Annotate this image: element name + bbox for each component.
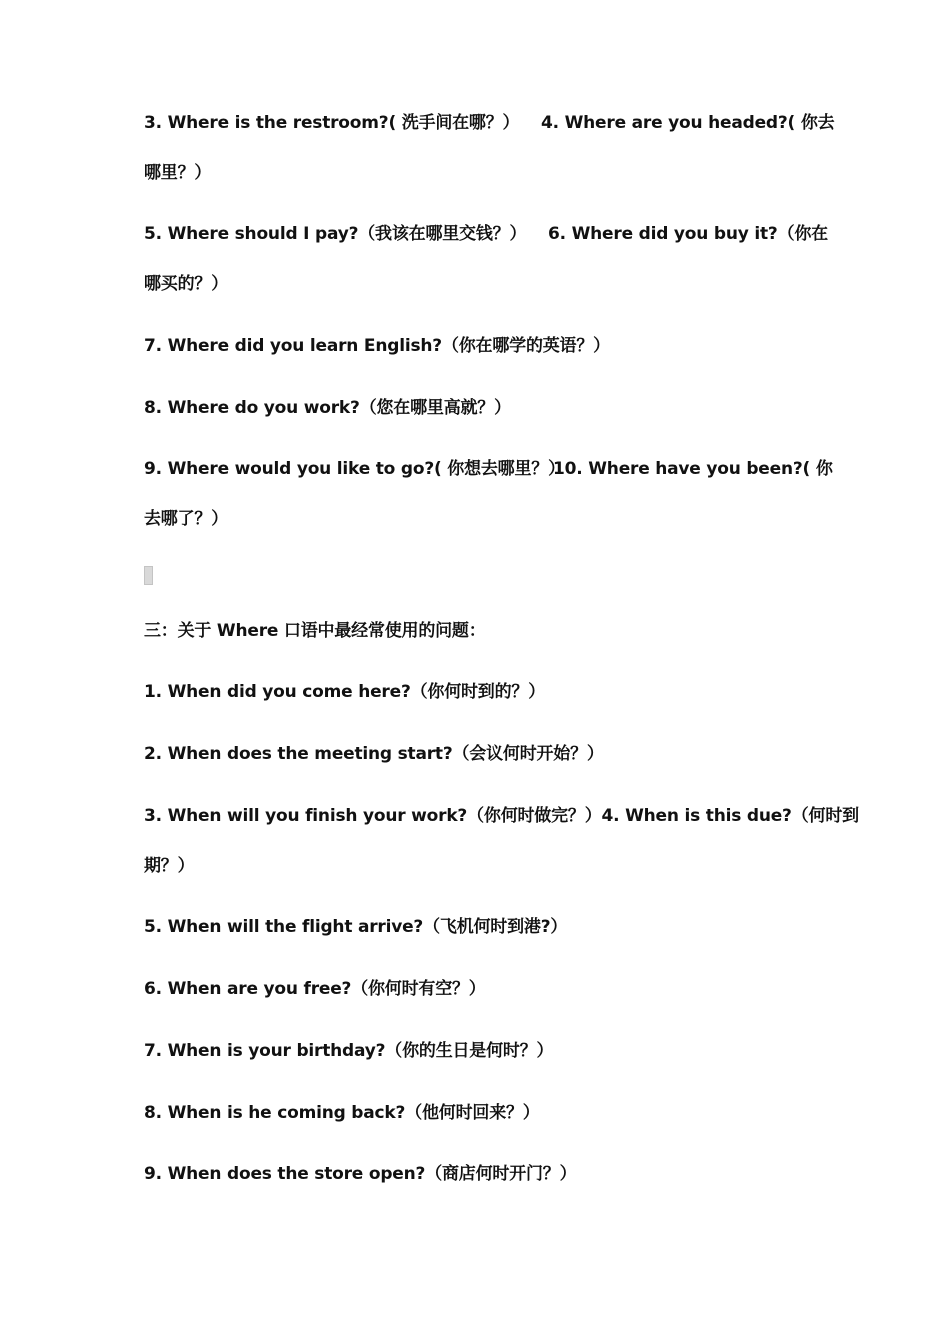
where-item-6: 6. Where did you buy it?（你在 xyxy=(548,224,828,244)
where-item-5: 5. Where should I pay?（我该在哪里交钱？） xyxy=(144,224,527,244)
where-item-4-continued: 哪里？） xyxy=(144,163,212,183)
paragraph-marker xyxy=(144,566,153,585)
when-item-5: 5. When will the flight arrive?（飞机何时到港?） xyxy=(144,917,568,937)
where-item-9: 9. Where would you like to go?( 你想去哪里？） xyxy=(144,459,565,479)
where-item-6-continued: 哪买的？） xyxy=(144,274,228,294)
when-item-8: 8. When is he coming back?（他何时回来？） xyxy=(144,1103,540,1123)
where-item-7: 7. Where did you learn English?（你在哪学的英语？） xyxy=(144,336,610,356)
when-item-6: 6. When are you free?（你何时有空？） xyxy=(144,979,486,999)
when-item-3-4: 3. When will you finish your work?（你何时做完？）4. When is this due?（何时到 xyxy=(144,806,859,826)
when-item-2: 2. When does the meeting start?（会议何时开始？） xyxy=(144,744,604,764)
where-item-10-continued: 去哪了？） xyxy=(144,509,228,529)
when-item-4-continued: 期？） xyxy=(144,856,195,876)
when-item-7: 7. When is your birthday?（你的生日是何时？） xyxy=(144,1041,554,1061)
section-heading: 三：关于 Where 口语中最经常使用的问题： xyxy=(144,621,486,641)
where-item-3: 3. Where is the restroom?( 洗手间在哪？） xyxy=(144,113,520,133)
where-item-4: 4. Where are you headed?( 你去 xyxy=(541,113,835,133)
when-item-9: 9. When does the store open?（商店何时开门？） xyxy=(144,1164,577,1184)
where-item-10: 10. Where have you been?( 你 xyxy=(553,459,833,479)
when-item-1: 1. When did you come here?（你何时到的？） xyxy=(144,682,546,702)
where-item-8: 8. Where do you work?（您在哪里高就？） xyxy=(144,398,511,418)
